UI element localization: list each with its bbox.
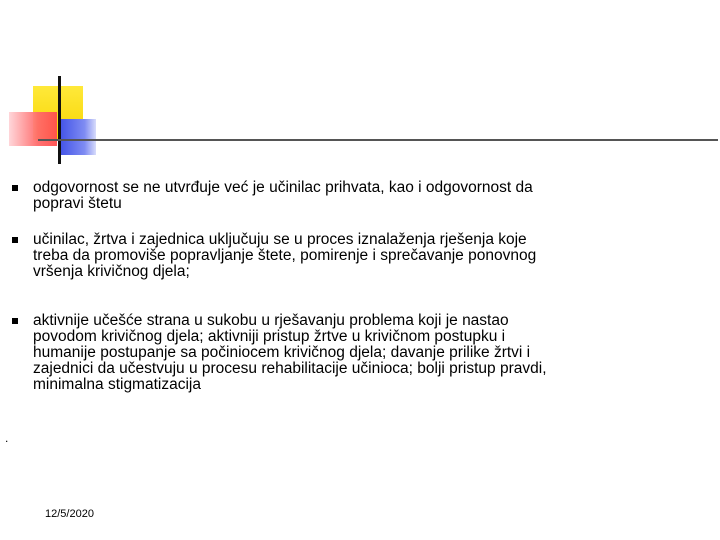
bullet-1-line-1: odgovornost se ne utvrđuje već je učinilac prihvata, kao i odgovornost da: [33, 179, 533, 196]
bullet-2-line-1: učinilac, žrtva i zajednica uključuju se u proces iznalaženja rješenja koje: [33, 231, 527, 248]
title-rule: [38, 139, 718, 141]
bullet-square-icon: [12, 185, 18, 191]
bullet-square-icon: [12, 318, 18, 324]
bullet-2-line-2: treba da promoviše popravljanje štete, pomirenje i sprečavanje ponovnog: [33, 247, 537, 264]
bullet-1-line-2: popravi štetu: [33, 195, 122, 212]
bullet-3-line-5: minimalna stigmatizacija: [33, 376, 201, 393]
bullet-3-line-2: povodom krivičnog djela; aktivniji pristup žrtve u krivičnom postupku i: [33, 328, 506, 345]
stray-mark: .: [5, 431, 9, 445]
bullet-text-1: [33, 180, 673, 212]
logo-blue-square: [58, 119, 96, 155]
bullet-3-line-4: zajednici da učestvuju u procesu rehabilitacije učinioca; bolji pristup pravdi,: [33, 360, 547, 377]
bullet-text-3: [33, 313, 673, 393]
footer-date: 12/5/2020: [45, 508, 94, 520]
bullet-3-line-1: aktivnije učešće strana u sukobu u rješavanju problema koji je nastao: [33, 312, 509, 329]
bullet-2-line-3: vršenja krivičnog djela;: [33, 263, 190, 280]
bullet-text-2: [33, 232, 673, 280]
bullet-3-line-3: humanije postupanje sa počiniocem krivičnog djela; davanje prilike žrtvi i: [33, 344, 531, 361]
bullet-square-icon: [12, 237, 18, 243]
logo-vertical-line: [58, 76, 61, 164]
